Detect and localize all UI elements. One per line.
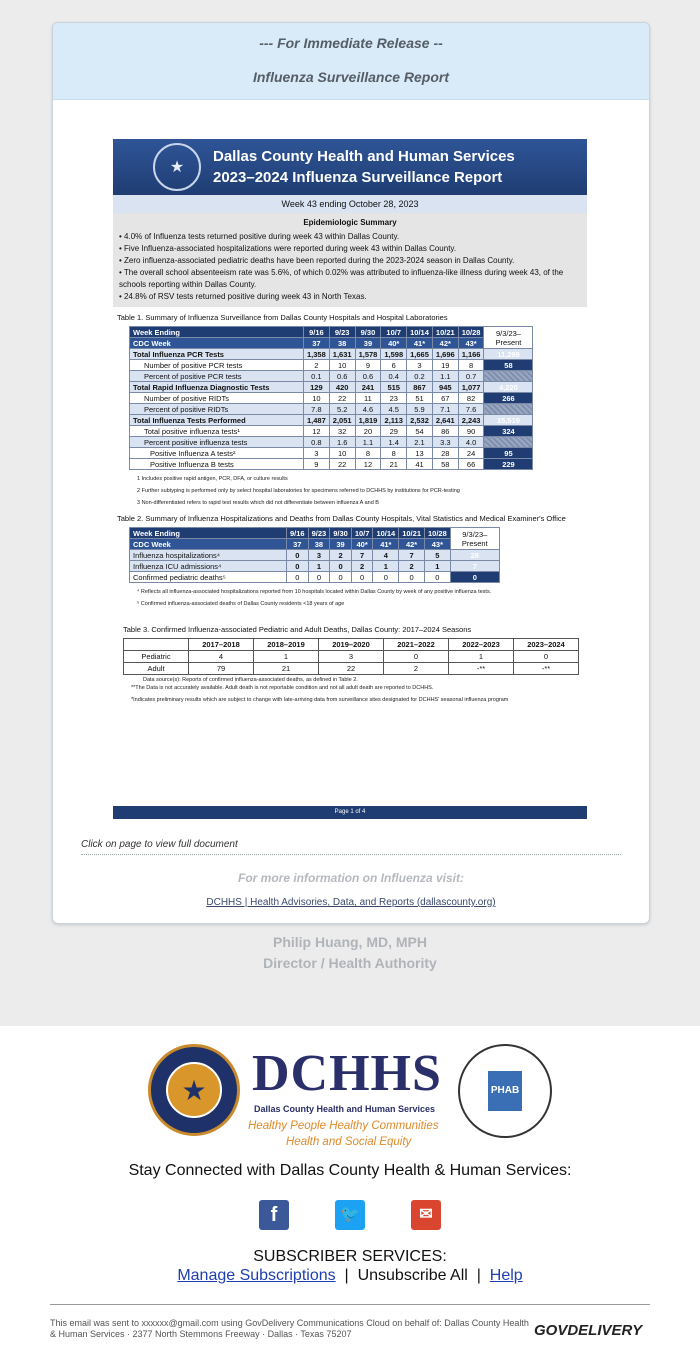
header-cell: 42* [432,338,458,349]
table-cell: 0.7 [458,371,484,382]
table-cell: 1 [254,651,319,663]
table-cell: 0 [351,572,373,583]
footnote: ⁵ Confirmed influenza-associated deaths of Dallas County residents <18 years of age [137,601,345,607]
release-header [53,23,649,100]
help-link[interactable]: Help [489,1267,523,1284]
table-cell [484,437,533,448]
header-cell: 9/30 [330,528,352,539]
row-label: Total Influenza Tests Performed [130,415,304,426]
table-cell: 0 [287,550,309,561]
header-cell: 39 [355,338,381,349]
row-label: Influenza hospitalizations⁴ [130,550,287,561]
table-cell: 28 [432,448,458,459]
table-cell: 41 [407,459,433,470]
table-cell: 22 [329,459,355,470]
table-cell: 1,631 [329,349,355,360]
table-cell: 1,598 [381,349,407,360]
epi-summary-title: Epidemiologic Summary [303,218,397,227]
email-icon[interactable]: ✉ [411,1200,441,1230]
row-label: Percent of positive RIDTs [130,404,304,415]
header-cell: 10/14 [407,327,433,338]
table-cell: 2 [304,360,330,371]
table-cell: 8 [355,448,381,459]
table-row [130,572,500,583]
table-row [130,426,533,437]
table-cell: 867 [407,382,433,393]
header-cell: 39 [330,539,352,550]
table-cell: 0.6 [355,371,381,382]
header-cell: Week Ending [130,528,287,539]
table3 [123,638,579,675]
row-label: Total Influenza PCR Tests [130,349,304,360]
table-cell: 8 [381,448,407,459]
row-label: Total positive influenza tests¹ [130,426,304,437]
table-cell: 0.8 [304,437,330,448]
table-cell: 23 [381,393,407,404]
table-row [130,404,533,415]
footnote: 3 Non-differentiated refers to rapid test results which did not differentiate between influenza A and B [137,500,379,506]
table-cell: 324 [484,426,533,437]
table-cell: 28 [450,550,499,561]
table-cell: 1,578 [355,349,381,360]
table-cell: 1,358 [304,349,330,360]
table3-notes [113,677,587,703]
header-cell [124,639,189,651]
page-indicator: Page 1 of 4 [113,806,587,819]
table-cell: 67 [432,393,458,404]
present-label: Present [495,337,522,347]
table-cell: 7 [351,550,373,561]
unsubscribe-all-link[interactable]: Unsubscribe All [357,1267,468,1284]
table-cell: 9 [355,360,381,371]
table-cell: 90 [458,426,484,437]
table-cell: 1,166 [458,349,484,360]
header-cell: 42* [399,539,425,550]
table-cell: 4,220 [484,382,533,393]
row-label: Number of positive RIDTs [130,393,304,404]
present-label: 9/3/23– [462,529,488,539]
table-cell: 2,113 [381,415,407,426]
table-cell: -** [449,663,514,675]
table-cell: 10 [329,360,355,371]
row-label: Percent of positive PCR tests [130,371,304,382]
present-label: Present [461,538,488,548]
header-cell: 2022–2023 [449,639,514,651]
table-cell: 7.1 [432,404,458,415]
dchhs-tagline-2: Health and Social Equity [286,1136,412,1148]
table-cell: 51 [407,393,433,404]
table-cell: 515 [381,382,407,393]
table-cell: -** [514,663,579,675]
table1 [129,326,533,470]
release-card [52,22,650,924]
table-cell: 241 [355,382,381,393]
table-row [130,393,533,404]
table-cell: 66 [458,459,484,470]
header-cell: 37 [304,338,330,349]
table3-caption: Table 3. Confirmed Influenza-associated Pediatric and Adult Deaths, Dallas County: 2017–2024 Seasons [123,625,472,634]
table-cell: 1 [373,561,399,572]
table-cell: 11,299 [484,349,533,360]
table-cell: 945 [432,382,458,393]
summary-bullet: • Zero influenza-associated pediatric deaths have been reported during the 2023-2024 season in Dallas County. [119,256,515,265]
table-cell: 4.5 [381,404,407,415]
header-cell: 9/16 [287,528,309,539]
table-cell: 3 [308,550,330,561]
govdelivery-logo: GOVDELIVERY [534,1322,643,1339]
table-cell: 0 [514,651,579,663]
report-banner [113,139,587,195]
table-cell: 1.6 [329,437,355,448]
table-cell [484,404,533,415]
table-cell: 1 [449,651,514,663]
table-cell: 29 [381,426,407,437]
row-label: Pediatric [124,651,189,663]
table-cell: 19 [432,360,458,371]
row-label: Positive Influenza A tests² [130,448,304,459]
table-cell: 0.4 [381,371,407,382]
table-cell: 32 [329,426,355,437]
header-cell: 10/7 [381,327,407,338]
table-cell: 2,641 [432,415,458,426]
dchhs-subtitle: Dallas County Health and Human Services [254,1104,436,1114]
footnote: 2 Further subtyping is performed only by select hospital laboratories for specimens referred to DCHHS by institutions for PCR-testing [137,488,460,494]
table-cell: 3 [407,360,433,371]
summary-bullet: • The overall school absenteeism rate was 5.6%, of which 0.02% was attributed to influenza-like illness during week 43, of the schools reporting within Dallas County. [119,268,564,289]
table-cell: 22 [329,393,355,404]
header-cell: 10/21 [432,327,458,338]
table-cell: 4.6 [355,404,381,415]
header-cell: 2023–2024 [514,639,579,651]
stay-connected: Stay Connected with Dallas County Health & Human Services: [128,1162,572,1179]
table-row [130,448,533,459]
signature-title: Director / Health Authority [263,955,437,971]
footnote: 1 Includes positive rapid antigen, PCR, DFA, or culture results [137,476,288,482]
table-cell: 2,532 [407,415,433,426]
table-cell: 1 [425,561,451,572]
table-row [124,651,579,663]
header-cell: 10/21 [399,528,425,539]
table2 [129,527,500,583]
header-cell: 41* [407,338,433,349]
table-row [124,639,579,651]
release-label: --- For Immediate Release -- [259,35,443,51]
row-label: Percent positive influenza tests [130,437,304,448]
phab-label: PHAB [488,1071,522,1111]
row-label: Influenza ICU admissions⁴ [130,561,287,572]
table-cell: 2 [384,663,449,675]
table-cell: 21 [381,459,407,470]
table-cell: 54 [407,426,433,437]
more-info-label: For more information on Influenza visit: [237,871,464,885]
header-cell: 43* [458,338,484,349]
report-page-preview[interactable] [113,139,587,819]
footnote: ⁴ Reflects all influenza-associated hospitalizations reported from 10 hospitals located within Dallas County by week of any positive influenza tests. [137,589,492,595]
header-cell: 9/23 [329,327,355,338]
table-cell: 4 [189,651,254,663]
table-cell: 2.1 [407,437,433,448]
row-label: Number of positive PCR tests [130,360,304,371]
table-cell: 86 [432,426,458,437]
signature-name: Philip Huang, MD, MPH [273,934,427,950]
header-cell: 37 [287,539,309,550]
summary-bullet: • 4.0% of Influenza tests returned positive during week 43 within Dallas County. [119,232,400,241]
header-cell: 2018–2019 [254,639,319,651]
header-cell: 9/23 [308,528,330,539]
dallas-county-seal-icon: ★ [148,1044,240,1136]
footer [0,1026,700,1348]
table-cell: 10 [304,393,330,404]
dchhs-tagline-1: Healthy People Healthy Communities [248,1120,439,1132]
table-cell: 0 [308,572,330,583]
table-cell: 10 [329,448,355,459]
report-org: Dallas County Health and Human Services [213,148,515,165]
table-cell: 420 [329,382,355,393]
table-row [124,663,579,675]
table-cell: 1.1 [432,371,458,382]
table-cell: 7.8 [304,404,330,415]
subscriber-links: Manage Subscriptions | Unsubscribe All | Help [177,1267,523,1284]
table-cell: 3 [319,651,384,663]
table-cell: 11 [355,393,381,404]
table-cell: 0 [425,572,451,583]
table-row [130,349,533,360]
table-cell: 58 [484,360,533,371]
present-header [450,528,499,550]
header-cell: CDC Week [130,338,304,349]
footer-divider [50,1304,650,1305]
table-cell: 7 [399,550,425,561]
table-cell: 2,243 [458,415,484,426]
manage-subscriptions-link[interactable]: Manage Subscriptions [177,1267,336,1284]
table-cell: 1,077 [458,382,484,393]
table-cell: 0 [384,651,449,663]
table-row [130,382,533,393]
table-cell: 4 [373,550,399,561]
row-label: Total Rapid Influenza Diagnostic Tests [130,382,304,393]
table-cell: 95 [484,448,533,459]
header-cell: 9/30 [355,327,381,338]
table-cell: 2 [330,550,352,561]
header-cell: 10/28 [425,528,451,539]
table1-caption: Table 1. Summary of Influenza Surveillance from Dallas County Hospitals and Hospital Laboratories [117,313,448,322]
table-cell: 2 [399,561,425,572]
twitter-icon[interactable]: 🐦 [335,1200,365,1230]
table-row [130,437,533,448]
report-doc-title: 2023–2024 Influenza Surveillance Report [213,169,503,186]
facebook-icon[interactable]: f [259,1200,289,1230]
table-cell: 9 [304,459,330,470]
epi-summary [113,213,587,307]
row-label: Confirmed pediatric deaths⁵ [130,572,287,583]
table-cell: 3.3 [432,437,458,448]
phab-accreditation-seal [458,1044,552,1138]
table-cell: 266 [484,393,533,404]
click-to-view-note[interactable]: Click on page to view full document [81,839,238,850]
note: Data source(s): Reports of confirmed influenza-associated deaths, as defined in Table 2. [143,677,358,683]
header-cell: 2019–2020 [319,639,384,651]
table-cell: 7 [450,561,499,572]
header-cell: 41* [373,539,399,550]
table-cell: 1.4 [381,437,407,448]
table-row [130,550,500,561]
header-cell: 40* [381,338,407,349]
table-cell: 0.1 [304,371,330,382]
table-cell: 20 [355,426,381,437]
table-cell: 0 [450,572,499,583]
table-cell: 1,665 [407,349,433,360]
table-cell: 1.1 [355,437,381,448]
table-cell: 22 [319,663,384,675]
table-cell: 1,487 [304,415,330,426]
table1-footnotes [113,476,587,506]
note: **The Data is not accurately available. Adult death is not reportable condition and not all adult death are reported to DCHHS. [131,685,434,691]
header-cell: 10/14 [373,528,399,539]
header-cell: 43* [425,539,451,550]
present-label: 9/3/23– [495,328,521,338]
table-cell: 1 [308,561,330,572]
table-cell: 58 [432,459,458,470]
dchhs-logo-group [148,1040,558,1150]
table-cell [484,371,533,382]
table-cell: 129 [304,382,330,393]
table-cell: 1,696 [432,349,458,360]
table-cell: 79 [189,663,254,675]
row-label: Positive Influenza B tests [130,459,304,470]
table-cell: 2 [351,561,373,572]
table-cell: 0.2 [407,371,433,382]
table-cell: 0 [287,561,309,572]
table-row [130,561,500,572]
table-cell: 24 [458,448,484,459]
report-title: Influenza Surveillance Report [252,69,450,85]
table-cell: 21 [254,663,319,675]
table-row [130,371,533,382]
header-cell: 10/28 [458,327,484,338]
table-cell: 0 [330,561,352,572]
header-cell: Week Ending [130,327,304,338]
week-line: Week 43 ending October 28, 2023 [113,195,587,213]
header-cell: 2021–2022 [384,639,449,651]
header-cell: 38 [329,338,355,349]
table-cell: 1,819 [355,415,381,426]
header-cell: 10/7 [351,528,373,539]
note: *Indicates preliminary results which are subject to change with late-arriving data from surveillance sites designated for DCHHS' seasonal influenza program [131,697,509,703]
table-cell: 0 [287,572,309,583]
legal-text: This email was sent to xxxxxx@gmail.com using GovDelivery Communications Cloud on behalf of: Dallas County Health & Human Services · 2377 North Stemmons Freeway · Dallas · Texas 75207 [50,1318,529,1339]
table-cell: 3 [304,448,330,459]
table-cell: 0 [330,572,352,583]
table-cell: 2,051 [329,415,355,426]
table-cell: 7.6 [458,404,484,415]
summary-bullet: • 24.8% of RSV tests returned positive during week 43 in North Texas. [119,292,367,301]
table-cell: 4.0 [458,437,484,448]
header-cell: 9/16 [304,327,330,338]
header-cell: 38 [308,539,330,550]
table-row [130,415,533,426]
table-cell: 0.6 [329,371,355,382]
table-cell: 12 [355,459,381,470]
table-cell: 5 [425,550,451,561]
dotted-divider [81,854,621,855]
table-cell: 6 [381,360,407,371]
table-cell: 229 [484,459,533,470]
table-cell: 0 [373,572,399,583]
row-label: Adult [124,663,189,675]
table-cell: 15,519 [484,415,533,426]
table-row [130,360,533,371]
table-cell: 82 [458,393,484,404]
summary-bullet: • Five Influenza-associated hospitalizations were reported during week 43 within Dallas County. [119,244,457,253]
subscriber-services-title: SUBSCRIBER SERVICES: [253,1248,447,1265]
dchhs-wordmark: DCHHS [252,1045,442,1102]
header-cell: 40* [351,539,373,550]
table-cell: 5.2 [329,404,355,415]
table2-footnotes [113,589,587,607]
county-seal-icon: ★ [153,143,201,191]
header-cell: 2017–2018 [189,639,254,651]
table-row [130,459,533,470]
table-cell: 5.9 [407,404,433,415]
dchhs-reports-link[interactable]: DCHHS | Health Advisories, Data, and Reports (dallascounty.org) [206,897,496,908]
present-header [484,327,533,349]
table-cell: 8 [458,360,484,371]
table-cell: 13 [407,448,433,459]
table-cell: 12 [304,426,330,437]
table2-caption: Table 2. Summary of Influenza Hospitalizations and Deaths from Dallas County Hospitals, Vital Statistics and Medical Examiner's Office [117,514,566,523]
header-cell: CDC Week [130,539,287,550]
table-cell: 0 [399,572,425,583]
